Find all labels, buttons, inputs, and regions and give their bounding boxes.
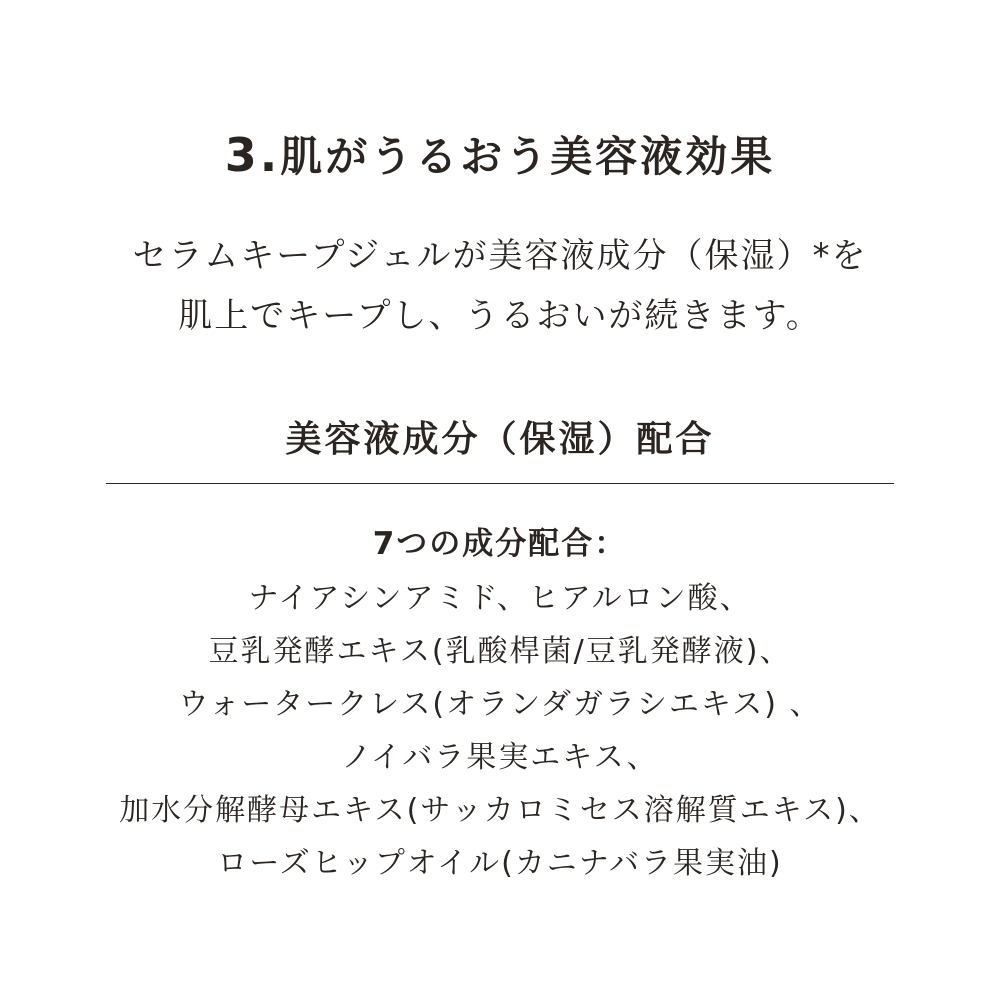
description-line: 肌上でキープし、うるおいが続きます。 — [178, 296, 822, 336]
ingredient-line: ローズヒップオイル(カニナバラ果実油) — [217, 846, 783, 881]
ingredient-line: ナイアシンアミド、ヒアルロン酸、 — [248, 581, 752, 616]
feature-number: 3. — [224, 128, 281, 182]
feature-description — [0, 226, 1000, 346]
feature-heading — [0, 128, 1000, 183]
section-title: 美容液成分（保湿）配合 — [285, 419, 715, 460]
ingredient-line: 豆乳発酵エキス(乳酸桿菌/豆乳発酵液)、 — [208, 634, 792, 669]
ingredients-label: 7つの成分配合： — [372, 526, 628, 562]
ingredient-line: 加水分解酵母エキス(サッカロミセス溶解質エキス)、 — [119, 793, 881, 828]
ingredient-line: ウォータークレス(オランダガラシエキス) 、 — [178, 687, 822, 722]
section-divider — [106, 483, 894, 484]
feature-title: 肌がうるおう美容液効果 — [280, 132, 776, 181]
ingredients-list — [0, 572, 1000, 890]
description-line: セラムキープジェルが美容液成分（保湿）*を — [132, 236, 868, 276]
ingredient-line: ノイバラ果実エキス、 — [341, 740, 659, 775]
